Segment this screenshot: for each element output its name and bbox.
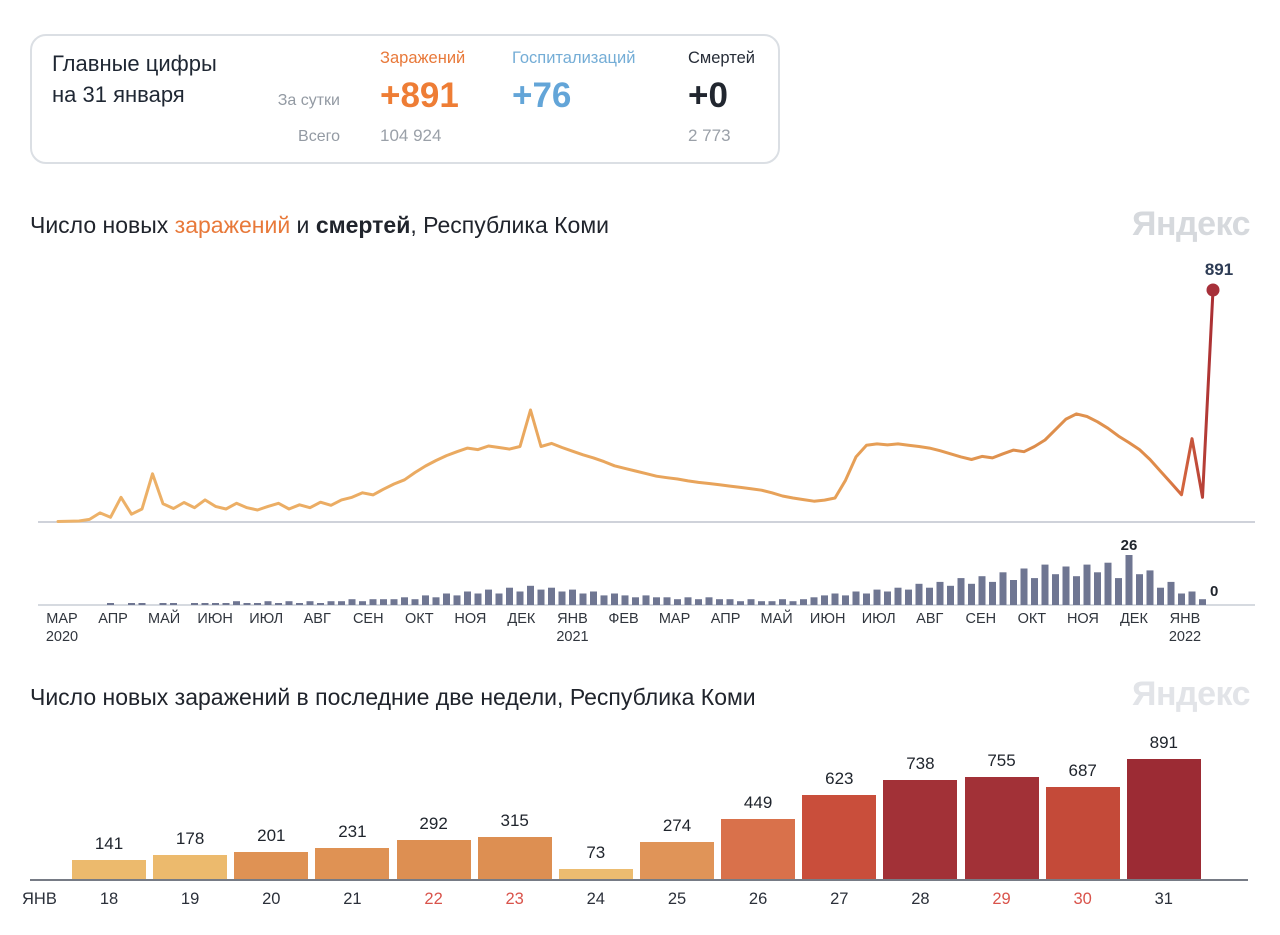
deaths-bar <box>422 595 429 605</box>
bar-value-label: 141 <box>94 834 124 853</box>
deaths-bar <box>905 590 912 605</box>
bar-day-label: 22 <box>424 890 443 908</box>
deaths-bar <box>790 601 797 605</box>
deaths-bar <box>601 595 608 605</box>
deaths-bar <box>496 594 503 606</box>
daily-bar <box>153 855 227 879</box>
deaths-bar <box>832 594 839 606</box>
deaths-bar <box>811 597 818 605</box>
deaths-bar <box>1136 574 1143 605</box>
deaths-bar <box>464 592 471 606</box>
deaths-bar <box>947 586 954 605</box>
bar-value-label: 738 <box>906 753 935 773</box>
deaths-bar <box>737 601 744 605</box>
infections-delta: +891 <box>380 76 459 115</box>
deaths-bar <box>370 599 377 605</box>
deaths-bars <box>107 555 1206 605</box>
card-title-line2: на 31 января <box>52 82 185 107</box>
deaths-bar <box>202 603 209 605</box>
deaths-bar <box>412 599 419 605</box>
deaths-bar <box>1147 570 1154 605</box>
bar-day-label: 20 <box>262 890 281 908</box>
chart1-title-deaths: смертей <box>315 212 411 238</box>
bar-value-label: 73 <box>586 843 606 863</box>
deaths-bar <box>653 597 660 605</box>
month-label: ОКТ <box>405 611 434 627</box>
deaths-bar <box>989 582 996 605</box>
deaths-delta: +0 <box>688 76 728 115</box>
deaths-bar <box>937 582 944 605</box>
month-label: ДЕК <box>1119 611 1148 627</box>
deaths-bar <box>538 590 545 605</box>
bar-value-label: 755 <box>987 751 1016 771</box>
deaths-bar <box>307 601 314 605</box>
deaths-bar <box>212 603 219 605</box>
deaths-bar <box>748 599 755 605</box>
deaths-bar <box>433 597 440 605</box>
bar-day-label: 19 <box>180 890 200 908</box>
chart1-title-region: , Республика Коми <box>410 212 609 238</box>
daily-bar <box>234 852 308 879</box>
deaths-bar <box>685 597 692 605</box>
bar-day-label: 25 <box>667 890 687 908</box>
deaths-bar <box>254 603 261 605</box>
deaths-bar <box>1031 578 1038 605</box>
chart1-title-mid: и <box>290 212 316 238</box>
deaths-bar <box>1073 576 1080 605</box>
deaths-bar <box>475 594 482 606</box>
month-label: ДЕК <box>507 611 536 627</box>
deaths-total: 2 773 <box>688 126 731 145</box>
bar-day-label: 27 <box>830 890 849 908</box>
bar-day-label: 21 <box>343 890 362 908</box>
month-label: НОЯ <box>454 611 487 627</box>
infections-label: Заражений <box>380 49 466 67</box>
deaths-bar <box>1168 582 1175 605</box>
daily-axis-line <box>30 879 1248 881</box>
deaths-bar <box>128 603 135 605</box>
bar-day-label: 24 <box>586 890 605 908</box>
deaths-bar <box>1052 574 1059 605</box>
deaths-bar <box>1189 592 1196 606</box>
month-label: МАР <box>658 611 691 627</box>
deaths-bar <box>107 603 114 605</box>
bar-value-label: 292 <box>419 813 448 833</box>
year-label: 2022 <box>1168 629 1202 645</box>
month-axis <box>0 610 1280 650</box>
deaths-bar <box>800 599 807 605</box>
daily-bar <box>1046 787 1120 880</box>
deaths-bar <box>1115 578 1122 605</box>
deaths-bar <box>842 595 849 605</box>
card-title-line1: Главные цифры <box>52 51 217 76</box>
deaths-bar <box>863 594 870 606</box>
deaths-bar <box>674 599 681 605</box>
daily-bar <box>1127 759 1201 879</box>
daily-bar <box>802 795 876 879</box>
deaths-bar <box>506 588 513 605</box>
deaths-bar <box>485 590 492 605</box>
deaths-bar <box>580 594 587 606</box>
deaths-bar <box>569 590 576 605</box>
deaths-bar <box>706 597 713 605</box>
month-label: МАЙ <box>147 611 181 627</box>
deaths-bar <box>895 588 902 605</box>
chart1-title-pre: Число новых <box>30 212 175 238</box>
month-label: ИЮН <box>197 611 233 627</box>
deaths-bar <box>170 603 177 605</box>
deaths-bar <box>1094 572 1101 605</box>
bar-value-label: 274 <box>662 816 692 836</box>
month-label: СЕН <box>352 611 384 627</box>
deaths-bar <box>548 588 555 605</box>
month-label: ЯНВ 2021 <box>556 611 589 645</box>
month-label: ФЕВ <box>608 611 639 627</box>
hospitalizations-label: Госпитализаций <box>512 49 636 67</box>
daily-bar <box>559 869 633 879</box>
hospitalizations-delta: +76 <box>512 76 572 115</box>
month-label: АВГ <box>916 611 944 627</box>
deaths-bar <box>1021 569 1028 606</box>
deaths-bar <box>244 603 251 605</box>
daily-bar <box>72 860 146 879</box>
deaths-bar <box>884 592 891 606</box>
bar-value-label: 315 <box>500 810 529 830</box>
month-label: СЕН <box>965 611 997 627</box>
deaths-bar <box>338 601 345 605</box>
deaths-bar <box>160 603 167 605</box>
axis-month-label: ЯНВ <box>22 890 57 908</box>
bar-day-label: 31 <box>1154 890 1173 908</box>
deaths-bar <box>401 597 408 605</box>
bar-value-label: 231 <box>338 821 367 841</box>
daily-bar <box>640 842 714 879</box>
chart1-title <box>30 212 609 239</box>
deaths-bar <box>821 595 828 605</box>
peak-deaths-label: 26 <box>1120 537 1138 554</box>
daily-bar <box>315 848 389 879</box>
deaths-bar <box>1063 567 1070 606</box>
month-label: АПР <box>98 611 128 627</box>
deaths-bar <box>223 603 230 605</box>
year-label: 2021 <box>556 629 589 645</box>
deaths-bar <box>265 601 272 605</box>
timeline-chart <box>0 258 1280 618</box>
bar-value-label: 623 <box>825 769 854 789</box>
last-point-marker <box>1207 284 1220 297</box>
deaths-bar <box>139 603 146 605</box>
deaths-bar <box>779 599 786 605</box>
deaths-bar <box>611 594 618 606</box>
bar-day-label: 26 <box>748 890 768 908</box>
yandex-logo: Яндекс <box>1132 205 1250 243</box>
month-label: НОЯ <box>1066 611 1099 627</box>
infections-line <box>58 290 1213 522</box>
deaths-bar <box>454 595 461 605</box>
card-title <box>52 48 217 110</box>
peak-infections-label: 891 <box>1204 260 1234 279</box>
month-label: ИЮЛ <box>249 611 284 627</box>
deaths-bar <box>769 601 776 605</box>
daily-bar <box>721 819 795 880</box>
yandex-logo-2: Яндекс <box>1132 675 1250 713</box>
bar-value-label: 687 <box>1068 760 1097 780</box>
deaths-bar <box>874 590 881 605</box>
deaths-bar <box>275 603 282 605</box>
deaths-bar <box>286 601 293 605</box>
month-label: АПР <box>710 611 741 627</box>
deaths-bar <box>1157 588 1164 605</box>
deaths-bar <box>1084 565 1091 605</box>
deaths-bar <box>1199 599 1206 605</box>
row-label-total: Всего <box>298 128 340 145</box>
deaths-bar <box>632 597 639 605</box>
bar-day-label: 18 <box>99 890 119 908</box>
deaths-bar <box>622 595 629 605</box>
month-label: ОКТ <box>1017 611 1047 627</box>
deaths-bar <box>916 584 923 605</box>
deaths-bar <box>590 592 597 606</box>
daily-bar-chart <box>0 720 1280 935</box>
bar-day-label: 28 <box>911 890 930 908</box>
bar-day-label: 30 <box>1073 890 1092 908</box>
deaths-bar <box>380 599 387 605</box>
deaths-bar <box>716 599 723 605</box>
deaths-bar <box>296 603 303 605</box>
bar-value-label: 201 <box>257 825 286 845</box>
month-label: АВГ <box>303 611 331 627</box>
deaths-bar <box>1105 563 1112 605</box>
deaths-bar <box>1126 555 1133 605</box>
year-label: 2020 <box>45 629 79 645</box>
deaths-bar <box>391 599 398 605</box>
daily-bar <box>478 837 552 879</box>
deaths-bar <box>191 603 198 605</box>
row-label-daily: За сутки <box>277 92 340 109</box>
deaths-bar <box>979 576 986 605</box>
daily-bar <box>397 840 471 879</box>
month-label: ИЮН <box>809 611 846 627</box>
deaths-bar <box>926 588 933 605</box>
summary-card <box>30 34 780 164</box>
deaths-bar <box>1042 565 1049 605</box>
deaths-bar <box>317 603 324 605</box>
deaths-bar <box>527 586 534 605</box>
chart1-title-infections: заражений <box>174 212 291 238</box>
month-label: МАР 2020 <box>45 611 79 645</box>
deaths-label: Смертей <box>688 49 756 67</box>
deaths-bar <box>443 594 450 606</box>
deaths-bar <box>968 584 975 605</box>
deaths-bar <box>349 599 356 605</box>
month-label: ЯНВ 2022 <box>1168 611 1202 645</box>
deaths-bar <box>359 601 366 605</box>
deaths-bar <box>1010 580 1017 605</box>
deaths-bar <box>853 592 860 606</box>
month-label: МАЙ <box>760 611 793 627</box>
deaths-bar <box>328 601 335 605</box>
bar-value-label: 449 <box>743 792 773 812</box>
deaths-bar <box>664 597 671 605</box>
bar-day-label: 29 <box>992 890 1011 908</box>
deaths-bar <box>643 595 650 605</box>
deaths-bar <box>1178 594 1185 606</box>
deaths-bar <box>517 592 524 606</box>
bar-value-label: 891 <box>1149 733 1178 752</box>
deaths-bar <box>1000 572 1007 605</box>
deaths-bar <box>695 599 702 605</box>
deaths-bar <box>727 599 734 605</box>
chart2-title: Число новых заражений в последние две недели, Республика Коми <box>30 684 756 710</box>
bar-day-label: 23 <box>505 890 524 908</box>
daily-bar <box>965 777 1039 879</box>
deaths-bar <box>233 601 240 605</box>
deaths-bar <box>559 592 566 606</box>
deaths-bar <box>758 601 765 605</box>
daily-bar <box>883 780 957 879</box>
infections-total: 104 924 <box>380 126 442 145</box>
deaths-bar <box>958 578 965 605</box>
month-label: ИЮЛ <box>861 611 896 627</box>
last-deaths-label: 0 <box>1210 583 1219 600</box>
bar-value-label: 178 <box>175 829 205 848</box>
